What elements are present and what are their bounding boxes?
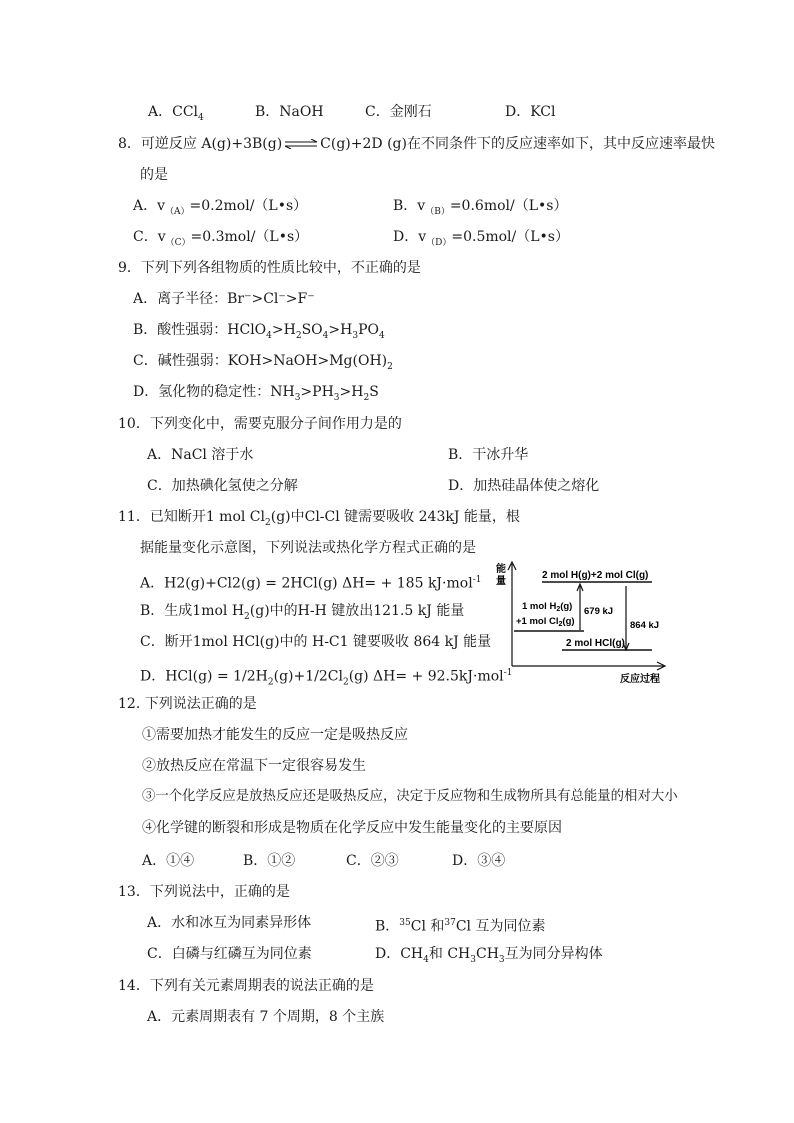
x-axis-label: 反应过程 (620, 674, 660, 685)
q10-option-a: A．NaCl 溶于水 (147, 447, 254, 463)
energy-864-label: 864 kJ (630, 620, 660, 631)
q11-option-c: C．断开1mol HCl(g)中的 H-C1 键要吸收 864 kJ 能量 (140, 634, 492, 650)
energy-level-diagram (492, 560, 672, 685)
top-level-label: 2 mol H(g)+2 mol Cl(g) (542, 570, 649, 581)
q11-option-a: A．H2(g)+Cl2(g) = 2HCl(g) ΔH= + 185 kJ·mol$^{-1}$ (140, 575, 482, 592)
q8-option-c: C．$v_{(C)}=0.3mol/(L•s)$ (133, 229, 309, 248)
q13-option-a: A．水和冰互为同素异形体 (147, 915, 312, 931)
q12-option-c: C．②③ (346, 853, 399, 869)
energy-679-label: 679 kJ (584, 606, 614, 617)
q12-option-b: B．①② (243, 853, 296, 869)
q11-stem-cont: 据能量变化示意图，下列说法或热化学方程式正确的是 (140, 540, 476, 556)
q7-option-c: C．金刚石 (365, 104, 432, 120)
q10-option-b: B．干冰升华 (448, 447, 529, 463)
q7-option-b: B．NaOH (255, 104, 324, 120)
q12-stem: 12. 下列说法正确的是 (118, 696, 257, 712)
q12-statement-1: ①需要加热才能发生的反应一定是吸热反应 (142, 727, 408, 743)
q14-option-a: A．元素周期表有 7 个周期，8 个主族 (147, 1009, 385, 1025)
q9-stem: 9．下列下列各组物质的性质比较中，不正确的是 (118, 260, 421, 276)
q12-option-a: A．①④ (142, 853, 195, 869)
q11-option-d: D．$HCl(g) = 1/2H_2(g)+1/2Cl_2(g) \Delta H= + 92.5kJ\cdot mol^{-1}$ (140, 668, 513, 688)
reversible-arrow-icon (284, 139, 318, 149)
q11-stem: 11．已知断开1 mol $Cl_2(g)$中Cl-Cl 键需要吸收 243kJ 能量，根 (118, 509, 520, 528)
q10-stem: 10．下列变化中，需要克服分子间作用力是的 (118, 416, 402, 432)
q10-option-d: D．加热硅晶体使之熔化 (448, 478, 600, 494)
q7-option-d: D．KCl (505, 104, 556, 120)
mid-level-label-1: 1 mol $H_2(g)$ (522, 601, 573, 613)
mid-level-label-2: +1 mol $Cl_2(g)$ (516, 616, 575, 628)
q9-option-a: A．离子半径：Br⁻>Cl⁻>F⁻ (133, 291, 315, 307)
q10-option-c: C．加热碘化氢使之分解 (147, 478, 298, 494)
q13-option-b: B．$^{35}$Cl 和$^{37}$Cl 互为同位素 (375, 918, 546, 935)
q12-statement-4: ④化学键的断裂和形成是物质在化学反应中发生能量变化的主要原因 (142, 820, 562, 836)
q9-option-c: C．碱性强弱：$KOH>NaOH>Mg(OH)_2$ (133, 353, 393, 372)
q8-option-b: B．$v_{(B)}=0.6mol/(L•s)$ (393, 198, 568, 217)
q12-option-d: D．③④ (452, 853, 506, 869)
q13-stem: 13．下列说法中，正确的是 (118, 884, 290, 900)
q8-option-d: D．$v_{(D)}=0.5mol/(L•s)$ (393, 229, 569, 248)
q12-statement-3: ③一个化学反应是放热反应还是吸热反应，决定于反应物和生成物所具有总能量的相对大小 (142, 789, 678, 804)
q9-option-b: B．酸性强弱：$HClO_4>H_2SO_4>H_3PO_4$ (133, 322, 385, 341)
q13-option-d: D．$CH_4$和 $CH_3CH_3$互为同分异构体 (375, 946, 603, 965)
q14-stem: 14．下列有关元素周期表的说法正确的是 (118, 978, 374, 994)
y-axis-label-2: 量 (496, 576, 506, 587)
q8-stem: 8．可逆反应 A(g)+3B(g) C(g)+2D (g)在不同条件下的反应速率如下，其中反应速率最快 (118, 136, 715, 152)
q7-option-a: A．CCl$_4$ (148, 104, 204, 123)
q8-stem-cont: 的是 (140, 167, 168, 183)
q12-statement-2: ②放热反应在常温下一定很容易发生 (142, 758, 366, 774)
q13-option-c: C．白磷与红磷互为同位素 (147, 946, 312, 962)
q11-option-b: B．生成1mol $H_2(g)$中的H-H 键放出121.5 kJ 能量 (140, 603, 465, 622)
q9-option-d: D．氢化物的稳定性：$NH_3>PH_3>H_2S$ (133, 384, 379, 403)
y-axis-label-1: 能 (496, 564, 506, 575)
bottom-level-label: 2 mol HCl(g) (566, 638, 625, 649)
q8-option-a: A．$v_{(A)}=0.2mol/(L•s)$ (133, 198, 308, 217)
